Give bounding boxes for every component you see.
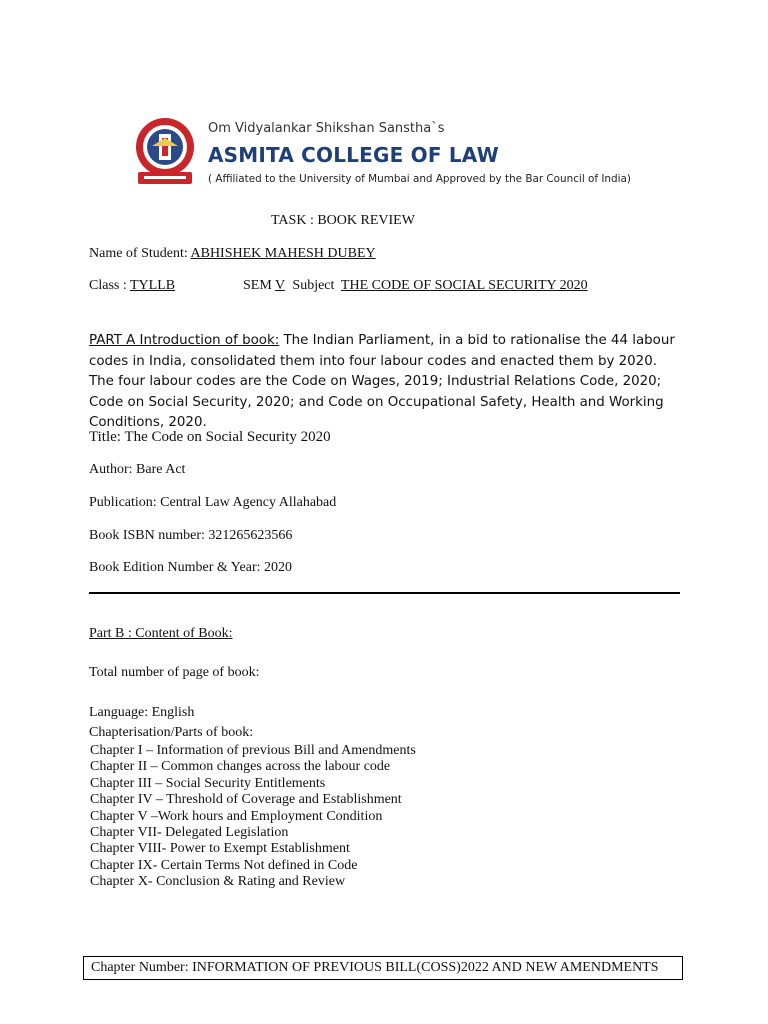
subject-value: THE CODE OF SOCIAL SECURITY 2020	[340, 278, 588, 293]
list-item: Chapter VII- Delegated Legislation	[90, 825, 289, 841]
sem-value: V	[275, 278, 285, 293]
sem-row	[243, 278, 588, 294]
chapter-number-box: Chapter Number: INFORMATION OF PREVIOUS BILL(COSS)2022 AND NEW AMENDMENTS	[83, 956, 683, 980]
list-item: Chapter VIII- Power to Exempt Establishment	[90, 841, 350, 857]
student-name: ABHISHEK MAHESH DUBEY	[190, 246, 376, 261]
chapter-list	[90, 743, 416, 891]
subject-label: Subject	[292, 278, 335, 293]
class-label: Class :	[89, 278, 130, 293]
list-item: Chapter IX- Certain Terms Not defined in Code	[90, 857, 358, 873]
list-item: Chapter X- Conclusion & Rating and Review	[90, 874, 346, 890]
college-affiliation: ( Affiliated to the University of Mumbai and Approved by the Bar Council of India)	[208, 173, 631, 185]
book-publication: Publication: Central Law Agency Allahabad	[89, 495, 337, 510]
student-row	[89, 246, 376, 262]
part-a-text: The Indian Parliament, in a bid to rationalise the 44 labour codes in India, consolidated them into four labour codes and enacted them by 2020. The four labour codes are the Code on Wages, 2019; Industrial Relations Code, 2020; Code on Social Security, 2020; and Code on Occupational Safety, Health and Working Conditions, 2020.	[89, 333, 675, 431]
horizontal-divider	[89, 592, 680, 594]
total-pages: Total number of page of book:	[89, 665, 260, 680]
list-item: Chapter IV – Threshold of Coverage and Establishment	[90, 792, 402, 808]
task-title: TASK : BOOK REVIEW	[271, 213, 415, 228]
sem-label: SEM	[243, 278, 276, 293]
language: Language: English	[89, 705, 195, 720]
chapterisation-label: Chapterisation/Parts of book:	[89, 725, 254, 740]
list-item: Chapter V –Work hours and Employment Condition	[90, 808, 383, 824]
student-label: Name of Student:	[89, 246, 191, 261]
part-a-intro	[89, 331, 684, 434]
list-item: Chapter III – Social Security Entitlements	[90, 775, 326, 791]
book-author: Author: Bare Act	[89, 462, 186, 477]
book-title: Title: The Code on Social Security 2020	[89, 429, 331, 445]
class-value: TYLLB	[129, 278, 176, 293]
list-item: Chapter II – Common changes across the labour code	[90, 759, 391, 775]
book-isbn: Book ISBN number: 321265623566	[89, 528, 293, 543]
class-row	[89, 278, 175, 294]
part-a-heading: PART A Introduction of book:	[89, 333, 280, 348]
college-name: ASMITA COLLEGE OF LAW	[208, 143, 499, 167]
trust-name: Om Vidyalankar Shikshan Sanstha`s	[208, 121, 445, 136]
list-item: Chapter I – Information of previous Bill and Amendments	[90, 743, 416, 758]
part-b-heading: Part B : Content of Book:	[89, 626, 233, 641]
college-seal-logo	[134, 116, 196, 188]
book-edition: Book Edition Number & Year: 2020	[89, 560, 292, 575]
